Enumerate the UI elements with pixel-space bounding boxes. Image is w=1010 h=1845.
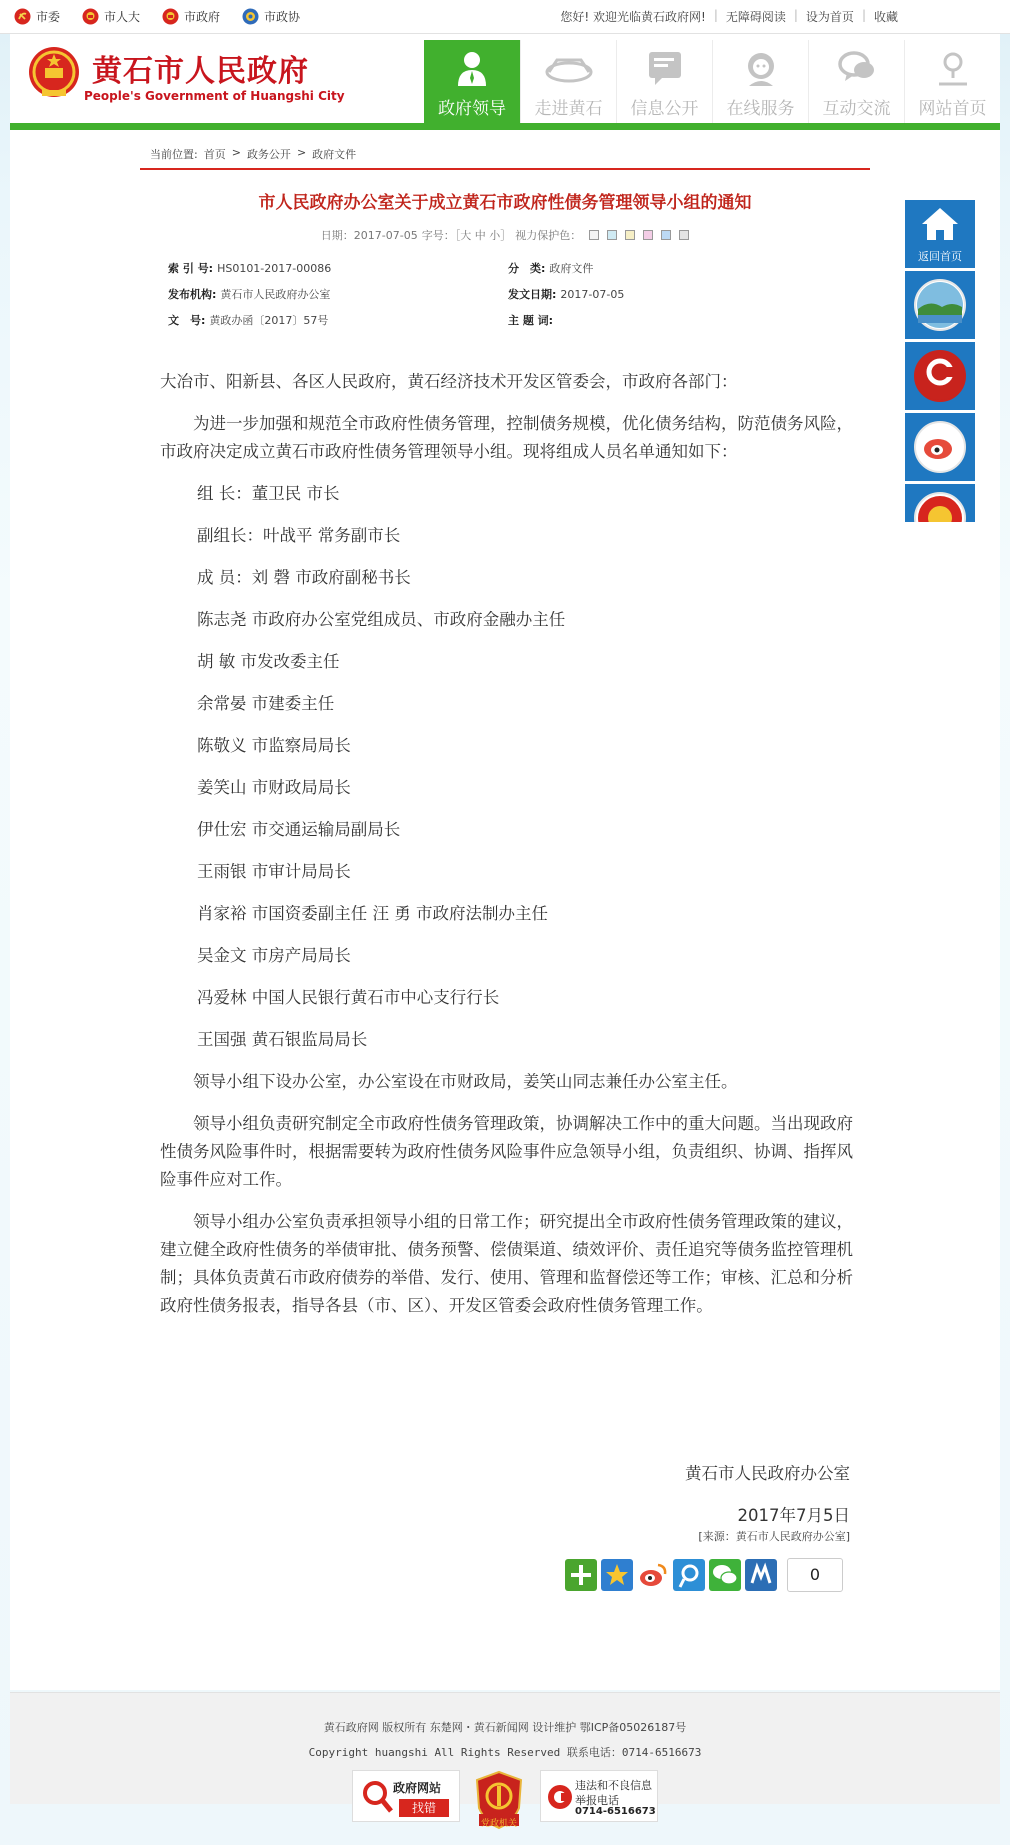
article-title: 市人民政府办公室关于成立黄石市政府性债务管理领导小组的通知 (258, 193, 752, 213)
badge-text-bottom: 找错 (399, 1799, 449, 1817)
nav-info-disclosure[interactable] (616, 40, 712, 123)
font-size-switcher[interactable]: 字号：［大 中 小］ (421, 229, 512, 242)
info-value: 黄石市人民政府办公室 (220, 288, 331, 301)
member-line: 吴金文 市房产局局长 (197, 946, 351, 965)
member-line: 肖家裕 市国资委副主任 汪 勇 市政府法制办主任 (197, 904, 548, 923)
share-qzone-icon[interactable] (601, 1559, 633, 1591)
member-line: 姜笑山 市财政局局长 (197, 778, 351, 797)
breadcrumb-sep: > (296, 146, 307, 159)
huangshi-release-weibo[interactable] (905, 413, 975, 481)
member-line: 王国强 黄石银监局局长 (197, 1030, 368, 1049)
national-emblem-icon (82, 8, 99, 25)
info-key: 发文日期: (508, 288, 557, 301)
site-header (10, 34, 1000, 130)
badge-report-phone: 0714-6516673 (575, 1806, 656, 1817)
cppcc-emblem-icon (242, 8, 259, 25)
top-utility-bar (0, 0, 1010, 34)
member-line: 胡 敏 市发改委主任 (197, 652, 340, 671)
chat-bubbles-icon (837, 48, 877, 88)
nav-label: 在线服务 (726, 99, 795, 119)
info-issuer (168, 286, 330, 302)
breadcrumb-gov-affairs[interactable]: 政务公开 (246, 148, 291, 161)
weibo-icon (914, 421, 966, 473)
site-subtitle: People's Government of Huangshi City (84, 89, 345, 103)
vision-swatch[interactable] (607, 230, 617, 240)
info-value: HS0101-2017-00086 (217, 262, 332, 275)
share-bar (565, 1558, 843, 1592)
cloud-app-icon (914, 350, 966, 402)
link-city-government[interactable] (162, 8, 220, 25)
info-key: 发布机构: (168, 288, 217, 301)
share-count: 0 (787, 1558, 843, 1592)
link-label: 市委 (36, 10, 61, 24)
report-c-icon (545, 1771, 575, 1823)
share-more-icon[interactable] (565, 1559, 597, 1591)
accessible-reading-link[interactable]: 无障碍阅读 (725, 10, 786, 24)
vision-swatch[interactable] (625, 230, 635, 240)
body-paragraph: 领导小组负责研究制定全市政府性债务管理政策，协调解决工作中的重大问题。当出现政府性债务风险事件时，根据需要转为政府性债务风险事件应急领导小组，负责组织、协调、指挥风险事件应对工作。 (160, 1114, 853, 1189)
info-docno (168, 312, 328, 328)
badge-label: 党政机关 (480, 1819, 517, 1829)
home-pin-icon (933, 48, 973, 88)
party-emblem-icon (14, 8, 31, 25)
member-line: 副组长：叶战平 常务副市长 (197, 526, 401, 545)
member-line: 组 长：董卫民 市长 (197, 484, 340, 503)
party-gov-org-badge[interactable] (473, 1770, 525, 1829)
meta-date: 日期：2017-07-05 (320, 229, 418, 242)
nav-gov-leaders[interactable] (424, 40, 520, 123)
breadcrumb-prefix: 当前位置: (150, 148, 198, 161)
illegal-info-report-badge[interactable] (540, 1770, 658, 1822)
document-icon (645, 48, 685, 88)
site-title[interactable]: 黄石市人民政府 (92, 54, 309, 89)
footer-copyright: 黄石政府网 版权所有 东楚网・黄石新闻网 设计维护 鄂ICP备05026187号 (323, 1721, 687, 1734)
info-key: 文 号: (168, 314, 206, 327)
info-key: 索 引 号: (168, 262, 214, 275)
link-city-committee[interactable] (14, 8, 60, 25)
body-paragraph: 领导小组下设办公室，办公室设在市财政局，姜笑山同志兼任办公室主任。 (193, 1072, 738, 1091)
nav-interaction[interactable] (808, 40, 904, 123)
member-line: 伊仕宏 市交通运输局副局长 (197, 820, 401, 839)
home-icon (905, 200, 975, 248)
welcome-text: 您好! 欢迎光临黄石政府网! (560, 10, 706, 24)
huangshi-release-wechat[interactable] (905, 271, 975, 339)
info-value: 2017-07-05 (560, 288, 625, 301)
badge-text-top: 政府网站 (393, 1781, 442, 1795)
main-nav (424, 40, 1000, 123)
magnifier-icon (357, 1771, 397, 1823)
nav-homepage[interactable] (904, 40, 1000, 123)
service-agent-icon (741, 48, 781, 88)
nav-label: 网站首页 (918, 99, 987, 119)
member-line: 陈志尧 市政府办公室党组成员、市政府金融办主任 (197, 610, 566, 629)
emblem-link[interactable] (905, 484, 975, 522)
emblem-icon (914, 492, 966, 522)
badge-report-title: 违法和不良信息 (575, 1779, 652, 1792)
national-emblem-logo-icon[interactable] (28, 46, 80, 100)
badge-report-sub: 举报电话 (575, 1794, 619, 1807)
gov-site-error-report-badge[interactable] (352, 1770, 460, 1822)
member-line: 冯爱林 中国人民银行黄石市中心支行行长 (197, 988, 500, 1007)
body-paragraph: 领导小组办公室负责承担领导小组的日常工作；研究提出全市政府性债务管理政策的建议，建立健全政府性债务的举债审批、债务预警、偿债渠道、绩效评价、责任追究等债务监控管理机制；具体负责黄石市政府债券的举借、发行、使用、管理和监督偿还等工作；审核、汇总和分析政府性债务报表，指导各县（市、区）、开发区管委会政府性债务管理工作。 (160, 1212, 853, 1315)
nav-about-huangshi[interactable] (520, 40, 616, 123)
article-source: [来源：黄石市人民政府办公室] (698, 1530, 850, 1543)
share-tencent-icon[interactable] (673, 1559, 705, 1591)
info-row (168, 286, 868, 304)
back-home-button[interactable] (905, 200, 975, 268)
nav-online-service[interactable] (712, 40, 808, 123)
vision-swatch[interactable] (679, 230, 689, 240)
header-divider (10, 123, 1000, 130)
nav-label: 信息公开 (630, 99, 699, 119)
info-date (508, 286, 624, 302)
info-keywords (508, 312, 557, 328)
breadcrumb (150, 146, 356, 162)
info-index (168, 260, 331, 276)
stadium-icon (549, 48, 589, 88)
article-meta (10, 227, 1000, 243)
lake-scenery-icon (914, 279, 966, 331)
member-line: 余常晏 市建委主任 (197, 694, 335, 713)
article-body (160, 368, 860, 1334)
intro-paragraph: 为进一步加强和规范全市政府性债务管理，控制债务规模，优化债务结构，防范债务风险，市政府决定成立黄石市政府性债务管理领导小组。现将组成人员名单通知如下： (160, 414, 853, 461)
signature: 黄石市人民政府办公室 (685, 1464, 850, 1483)
link-label: 市政府 (184, 10, 221, 24)
nav-label: 互动交流 (822, 99, 891, 119)
person-icon (452, 48, 492, 88)
top-right-links (560, 8, 898, 25)
nav-label: 政府领导 (438, 99, 506, 119)
share-renren-icon[interactable] (745, 1559, 777, 1591)
salutation: 大冶市、阳新县、各区人民政府，黄石经济技术开发区管委会，市政府各部门： (160, 372, 738, 391)
info-key: 主 题 词: (508, 314, 554, 327)
info-row (168, 312, 868, 330)
link-peoples-congress[interactable] (82, 8, 140, 25)
vision-swatch[interactable] (661, 230, 671, 240)
vision-color-label: 视力保护色： (515, 229, 582, 242)
info-row (168, 260, 868, 278)
link-label: 市人大 (104, 10, 141, 24)
member-line: 王雨银 市审计局局长 (197, 862, 351, 881)
breadcrumb-gov-docs[interactable]: 政府文件 (312, 148, 357, 161)
divider: | (793, 8, 798, 22)
info-value: 黄政办函〔2017〕57号 (209, 314, 329, 327)
share-weibo-icon[interactable] (637, 1559, 669, 1591)
breadcrumb-home[interactable]: 首页 (203, 148, 226, 161)
favorite-link[interactable]: 收藏 (873, 10, 898, 24)
cloud-huangshi-app[interactable] (905, 342, 975, 410)
footer-contact: Copyright huangshi All Rights Reserved 联系电话：0714-6516673 (308, 1746, 702, 1759)
float-label: 返回首页 (918, 250, 962, 263)
info-value: 政府文件 (549, 262, 594, 275)
vision-swatch[interactable] (589, 230, 599, 240)
set-homepage-link[interactable]: 设为首页 (805, 10, 854, 24)
divider: | (713, 8, 718, 22)
national-emblem-icon (162, 8, 179, 25)
share-wechat-icon[interactable] (709, 1559, 741, 1591)
member-line: 成 员：刘 磬 市政府副秘书长 (197, 568, 411, 587)
divider: | (861, 8, 866, 22)
title-divider (140, 168, 870, 170)
link-label: 市政协 (264, 10, 301, 24)
info-category (508, 260, 593, 276)
sign-date: 2017年7月5日 (737, 1506, 850, 1525)
member-line: 陈敬义 市监察局局长 (197, 736, 351, 755)
vision-swatch[interactable] (643, 230, 653, 240)
floating-sidebar (905, 200, 975, 525)
member-list (160, 480, 860, 1054)
info-key: 分 类: (508, 262, 546, 275)
breadcrumb-sep: > (231, 146, 241, 159)
content-panel (10, 130, 1000, 1690)
nav-label: 走进黄石 (534, 99, 603, 119)
link-cppcc[interactable] (242, 8, 300, 25)
top-links (14, 8, 300, 25)
